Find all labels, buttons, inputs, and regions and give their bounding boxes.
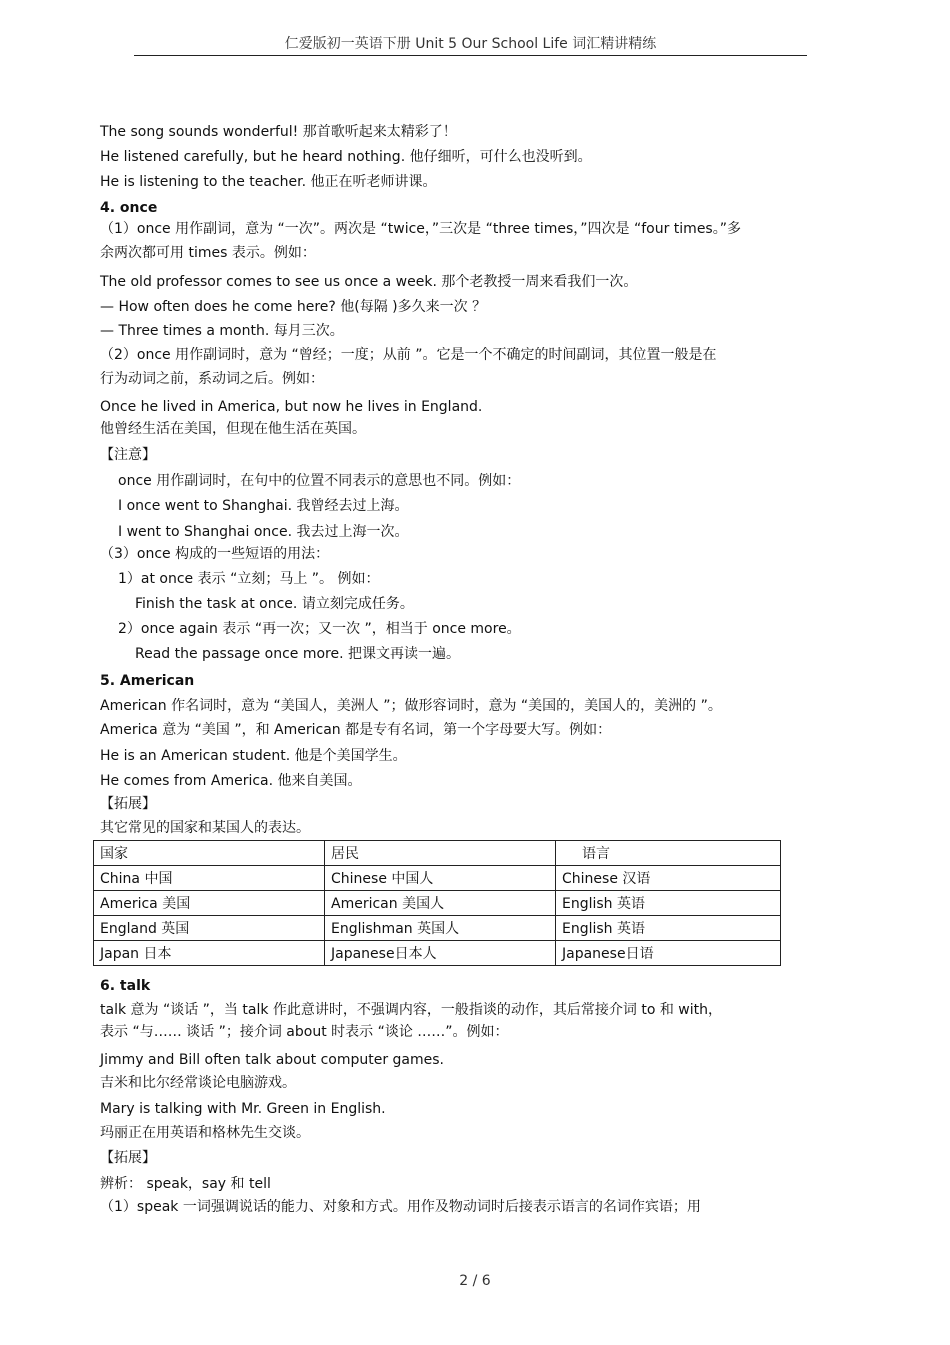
example-translation: 玛丽正在用英语和格林先生交谈。 (100, 1125, 310, 1141)
table-cell: Englishman 英国人 (325, 916, 556, 941)
extension-heading: 【拓展】 (100, 796, 156, 812)
example-sentence: Mary is talking with Mr. Green in English. (100, 1101, 386, 1117)
table-header-cell: 语言 (556, 841, 781, 866)
example-sentence: The old professor comes to see us once a week. 那个老教授一周来看我们一次。 (100, 274, 638, 290)
table-cell: Japanese日本人 (325, 941, 556, 966)
example-sentence: Finish the task at once. 请立刻完成任务。 (135, 596, 414, 612)
section-heading-american: 5. American (100, 673, 195, 689)
table-cell: China 中国 (94, 866, 325, 891)
page-number: 2 / 6 (459, 1273, 491, 1289)
note-text: once 用作副词时，在句中的位置不同表示的意思也不同。例如： (118, 473, 521, 489)
example-sentence: Jimmy and Bill often talk about computer games. (100, 1052, 445, 1068)
table-cell: England 英国 (94, 916, 325, 941)
explanation-text: （2）once 用作副词时，意为 “曾经；一度；从前 ”。它是一个不确定的时间副词，其位置一般是在 (100, 347, 717, 363)
table-cell: American 美国人 (325, 891, 556, 916)
explanation-text: America 意为 “美国 ”，和 American 都是专有名词，第一个字母要大写。例如： (100, 722, 612, 738)
explanation-text: 行为动词之前，系动词之后。例如： (100, 371, 324, 387)
explanation-text: talk 意为 “谈话 ”，当 talk 作此意讲时，不强调内容，一般指谈的动作，其后常接介词 to 和 with， (100, 1002, 722, 1018)
example-sentence: — How often does he come here? 他(每隔 )多久来一次 ？ (100, 299, 487, 315)
table-cell: Chinese 中国人 (325, 866, 556, 891)
example-sentence: I once went to Shanghai. 我曾经去过上海。 (118, 498, 409, 514)
table-cell: Chinese 汉语 (556, 866, 781, 891)
section-heading-once: 4. once (100, 200, 158, 216)
phrase-item: 1）at once 表示 “立刻；马上 ”。 例如： (118, 571, 380, 587)
country-table (93, 840, 781, 966)
explanation-text: （1）once 用作副词，意为 “一次”。两次是 “twice，”三次是 “three times，”四次是 “four times。”多 (100, 221, 741, 237)
phrase-item: 2）once again 表示 “再一次；又一次 ”，相当于 once more。 (118, 621, 521, 637)
example-sentence: Once he lived in America, but now he lives in England. (100, 399, 483, 415)
example-sentence: The song sounds wonderful! 那首歌听起来太精彩了！ (100, 124, 457, 140)
example-sentence: I went to Shanghai once. 我去过上海一次。 (118, 524, 409, 540)
extension-heading: 【拓展】 (100, 1150, 156, 1166)
explanation-text: （3）once 构成的一些短语的用法： (100, 546, 330, 562)
extension-text: 其它常见的国家和某国人的表达。 (100, 820, 310, 836)
explanation-text: 表示 “与…… 谈话 ”；接介词 about 时表示 “谈论 ……”。例如： (100, 1024, 509, 1040)
table-row (94, 941, 781, 966)
table-header-row (94, 841, 781, 866)
explanation-text: American 作名词时，意为 “美国人，美洲人 ”；做形容词时，意为 “美国的，美国人的，美洲的 ”。 (100, 698, 722, 714)
table-cell: Japan 日本 (94, 941, 325, 966)
example-sentence: He is listening to the teacher. 他正在听老师讲课。 (100, 174, 437, 190)
table-header-cell: 国家 (94, 841, 325, 866)
example-sentence: He is an American student. 他是个美国学生。 (100, 748, 407, 764)
table-row (94, 891, 781, 916)
page-header: 仁爱版初一英语下册 Unit 5 Our School Life 词汇精讲精练 (134, 33, 807, 56)
example-translation: 他曾经生活在美国，但现在他生活在英国。 (100, 421, 366, 437)
section-heading-talk: 6. talk (100, 978, 151, 994)
example-translation: 吉米和比尔经常谈论电脑游戏。 (100, 1075, 296, 1091)
table-row (94, 866, 781, 891)
note-heading: 【注意】 (100, 447, 156, 463)
table-cell: English 英语 (556, 916, 781, 941)
table-cell: America 美国 (94, 891, 325, 916)
explanation-text: （1）speak 一词强调说话的能力、对象和方式。用作及物动词时后接表示语言的名词作宾语；用 (100, 1199, 701, 1215)
table-row (94, 916, 781, 941)
example-sentence: He listened carefully, but he heard nothing. 他仔细听，可什么也没听到。 (100, 149, 592, 165)
table-header-cell: 居民 (325, 841, 556, 866)
table-cell: English 英语 (556, 891, 781, 916)
table-cell: Japanese日语 (556, 941, 781, 966)
example-sentence: Read the passage once more. 把课文再读一遍。 (135, 646, 461, 662)
distinction-text: 辨析： speak，say 和 tell (100, 1176, 271, 1192)
explanation-text: 余两次都可用 times 表示。例如： (100, 245, 316, 261)
example-sentence: — Three times a month. 每月三次。 (100, 323, 344, 339)
example-sentence: He comes from America. 他来自美国。 (100, 773, 362, 789)
